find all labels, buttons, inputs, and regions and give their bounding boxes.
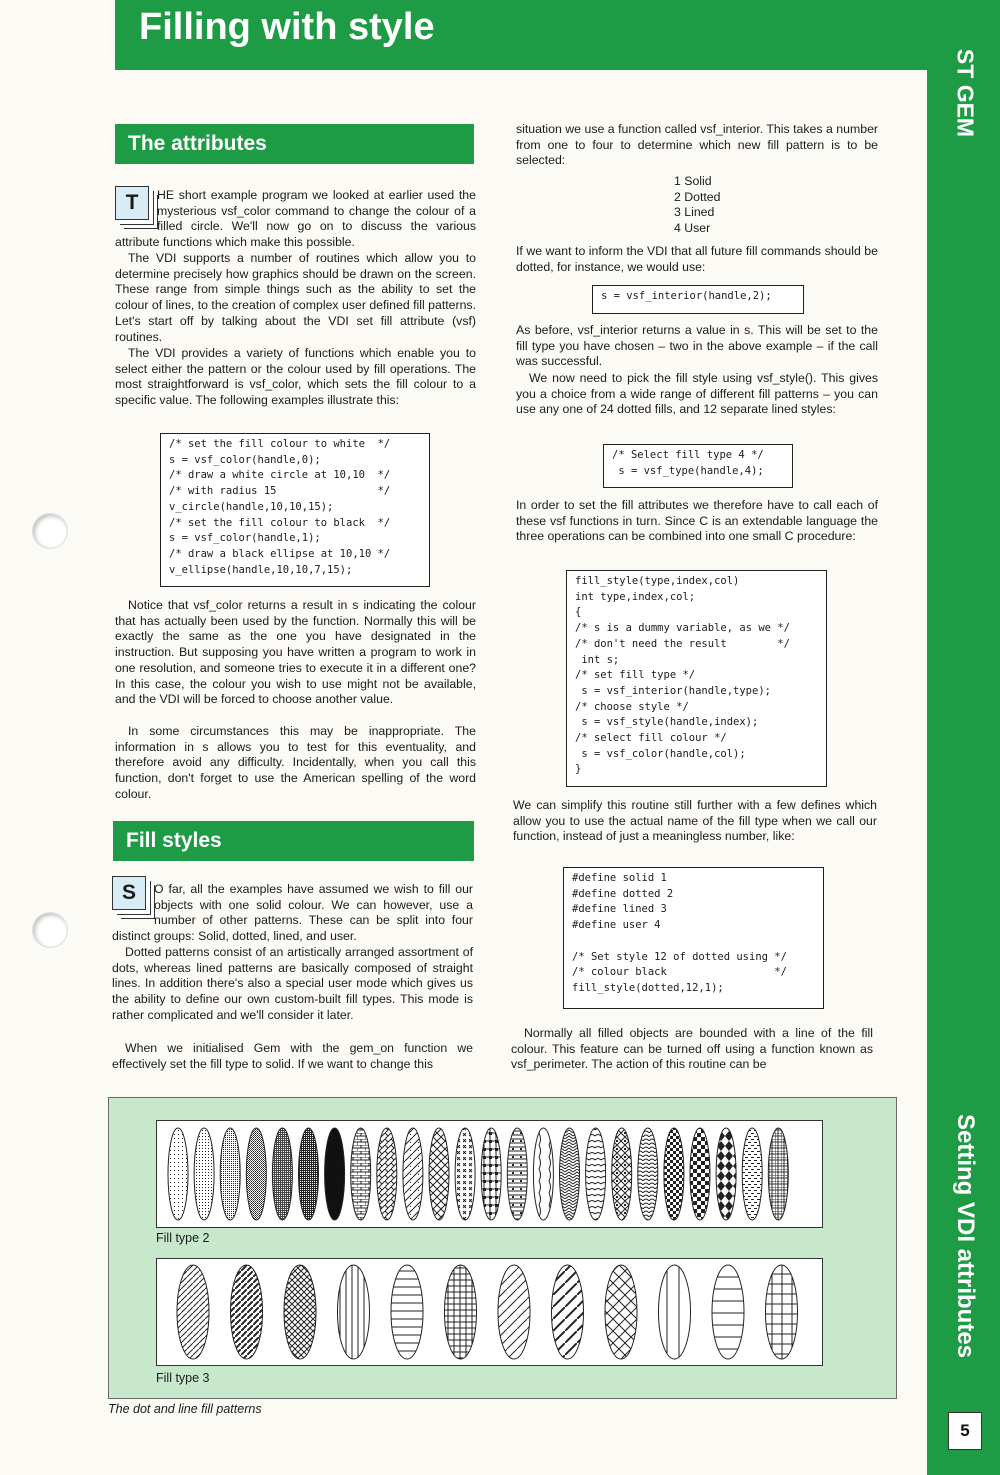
fill-pattern-dotted-18: [612, 1128, 632, 1220]
list-item: 4 User: [674, 221, 711, 236]
paragraph-text: As before, vsf_interior returns a value in s. This will be set to the fill type you have chosen – two in the above example – if the call was successful.: [516, 323, 878, 369]
paragraph-text: When we initialised Gem with the gem_on function we effectively set the fill type to solid. If we want to change this: [112, 1041, 473, 1071]
fill-pattern-dotted-10: [403, 1128, 423, 1220]
fill-pattern-lined-8: [552, 1265, 584, 1359]
fill-pattern-dotted-13: [481, 1128, 501, 1220]
fill-type-2-strip: [156, 1120, 823, 1228]
paragraph-text: O far, all the examples have assumed we wish to fill our objects with one solid colour. We can however, use a number of other patterns. These can be split into four distinct groups: Solid, dotted, lined, and user.: [112, 882, 473, 944]
fill-pattern-dotted-5: [272, 1128, 292, 1220]
fill-type-list: [674, 174, 721, 237]
fill-type-3-label: Fill type 3: [156, 1371, 210, 1385]
fill-pattern-dotted-2: [194, 1128, 214, 1220]
title-banner: [115, 0, 927, 70]
fill-type-3-strip: [156, 1258, 823, 1366]
paragraph-text: Notice that vsf_color returns a result in s indicating the colour that has actually been used by the function. Normally this will be exactly the same as the one you have designated in the instruction. But supposing you have written a program to work in one resolution, and someone tries to execute it in a different one? In this case, the colour you wish to use might not be available, and the VDI will be forced to choose another value.: [115, 598, 476, 707]
paragraph: [115, 188, 476, 251]
paragraph: [115, 251, 476, 345]
section-heading-fill-styles: Fill styles: [113, 821, 474, 861]
paragraph: [516, 371, 878, 418]
fill-pattern-dotted-16: [560, 1128, 580, 1220]
fill-pattern-dotted-4: [246, 1128, 266, 1220]
paragraph-text: HE short example program we looked at earlier used the mysterious vsf_color command to change the colour of a filled circle. We'll now go on to discuss the various attribute functions which make this possible.: [115, 188, 476, 250]
fill-pattern-dotted-14: [507, 1128, 527, 1220]
paragraph-text: In some circumstances this may be inappropriate. The information in s allows you to test for this eventuality, and therefore avoid any difficulty. Incidentally, when you call this function, don't forget to use the American spelling of the word colour.: [115, 724, 476, 801]
fill-type-2-patterns: [157, 1121, 822, 1227]
fill-pattern-lined-4: [338, 1265, 370, 1359]
section-heading-attributes: The attributes: [115, 124, 474, 164]
fill-pattern-lined-2: [231, 1265, 263, 1359]
fill-pattern-lined-5: [391, 1265, 423, 1359]
fill-pattern-lined-12: [766, 1265, 798, 1359]
fill-pattern-dotted-9: [377, 1128, 397, 1220]
paragraph: [516, 323, 878, 370]
paragraph-text: The VDI provides a variety of functions which enable you to select either the pattern or the colour used by fill operations. The most straightforward is vsf_color, which sets the fill colour to a specific value. The following examples illustrate this:: [115, 346, 476, 408]
paragraph: [115, 724, 476, 803]
drop-cap: T: [115, 186, 149, 220]
paragraph-text: We can simplify this routine still further with a few defines which allow you to use the actual name of the fill type when we call our function, instead of just a meaningless number, like:: [513, 798, 877, 844]
fill-pattern-dotted-17: [586, 1128, 606, 1220]
fill-pattern-lined-6: [445, 1265, 477, 1359]
paragraph: [112, 945, 473, 1024]
code-block: fill_style(type,index,col) int type,index,col; { /* s is a dummy variable, as we */ /* don't need the result */ int s; /* set fill type */ s = vsf_interior(handle,type); /* choose style */ s = vsf_style(handle,index); /* select fill colour */ s = vsf_color(handle,col); }: [566, 570, 827, 787]
list-item: 3 Lined: [674, 205, 715, 220]
fill-pattern-dotted-22: [716, 1128, 736, 1220]
fill-pattern-dotted-24: [768, 1128, 788, 1220]
fill-pattern-dotted-7: [325, 1128, 345, 1220]
page-title: Filling with style: [139, 6, 435, 48]
paragraph: [511, 1026, 873, 1073]
paragraph: [115, 598, 476, 708]
paragraph: [516, 122, 878, 169]
fill-pattern-dotted-11: [429, 1128, 449, 1220]
binder-hole: [32, 513, 68, 549]
paragraph: [513, 798, 877, 845]
fill-pattern-lined-3: [284, 1265, 316, 1359]
paragraph: [115, 346, 476, 409]
binder-hole: [32, 912, 68, 948]
side-chapter-label: Setting VDI attributes: [952, 1113, 979, 1359]
fill-pattern-dotted-8: [351, 1128, 371, 1220]
paragraph-text: situation we use a function called vsf_interior. This takes a number from one to four to determine which new fill pattern is to be selected:: [516, 122, 878, 168]
list-item: 2 Dotted: [674, 189, 721, 204]
fill-pattern-dotted-1: [168, 1128, 188, 1220]
code-block: /* Select fill type 4 */ s = vsf_type(handle,4);: [603, 444, 793, 488]
paragraph-text: In order to set the fill attributes we therefore have to call each of these vsf functions in turn. Since C is an extendable language the three operations can be combined into one small C procedure:: [516, 498, 878, 544]
fill-pattern-lined-1: [177, 1265, 209, 1359]
figure-caption: The dot and line fill patterns: [108, 1402, 262, 1416]
paragraph-text: The VDI supports a number of routines which allow you to determine precisely how graphics should be drawn on the screen. These range from simple things such as the ability to set the colour of lines, to the creation of complex user defined fill patterns. Let's start off by talking about the VDI set fill attribute (vsf) routines.: [115, 251, 476, 344]
fill-pattern-dotted-6: [299, 1128, 319, 1220]
code-block: /* set the fill colour to white */ s = vsf_color(handle,0); /* draw a white circle at 10,10 */ /* with radius 15 */ v_circle(handle,10,10,15); /* set the fill colour to black */ s = vsf_color(handle,1); /* draw a black ellipse at 10,10 */ v_ellipse(handle,10,10,7,15);: [160, 433, 430, 587]
fill-pattern-dotted-3: [220, 1128, 240, 1220]
code-block: s = vsf_interior(handle,2);: [592, 285, 804, 314]
paragraph: [516, 244, 878, 275]
paragraph: [516, 498, 878, 545]
page-number: 5: [948, 1412, 982, 1450]
paragraph-text: We now need to pick the fill style using vsf_style(). This gives you a choice from a wide range of different fill patterns – you can use any one of 24 dotted fills, and 12 separate lined styles:: [516, 371, 878, 417]
fill-pattern-dotted-12: [455, 1128, 475, 1220]
fill-type-3-patterns: [157, 1259, 822, 1365]
paragraph-text: Dotted patterns consist of an artistically arranged assortment of dots, whereas lined patterns are basically composed of straight lines. In addition there's also a special user mode which gives us the ability to define our own custom-built fill types. This mode is rather complicated and we'll consider it later.: [112, 945, 473, 1022]
code-block: #define solid 1 #define dotted 2 #define lined 3 #define user 4 /* Set style 12 of dotted using */ /* colour black */ fill_style(dotted,12,1);: [563, 867, 824, 1009]
fill-pattern-dotted-21: [690, 1128, 710, 1220]
fill-pattern-lined-7: [498, 1265, 530, 1359]
paragraph-text: Normally all filled objects are bounded with a line of the fill colour. This feature can be turned off using a function known as vsf_perimeter. The action of this routine can be: [511, 1026, 873, 1072]
fill-type-2-label: Fill type 2: [156, 1231, 210, 1245]
fill-pattern-dotted-19: [638, 1128, 658, 1220]
list-item: 1 Solid: [674, 174, 712, 188]
fill-pattern-lined-10: [659, 1265, 691, 1359]
fill-pattern-dotted-20: [664, 1128, 684, 1220]
fill-pattern-dotted-15: [533, 1128, 553, 1220]
fill-patterns-figure: [108, 1097, 897, 1399]
side-series-label: ST GEM: [952, 48, 979, 138]
fill-pattern-dotted-23: [742, 1128, 762, 1220]
paragraph: [112, 1041, 473, 1072]
fill-pattern-lined-9: [605, 1265, 637, 1359]
paragraph: [112, 882, 473, 945]
fill-pattern-lined-11: [712, 1265, 744, 1359]
drop-cap: S: [112, 876, 146, 910]
paragraph-text: If we want to inform the VDI that all future fill commands should be dotted, for instance, we would use:: [516, 244, 878, 274]
